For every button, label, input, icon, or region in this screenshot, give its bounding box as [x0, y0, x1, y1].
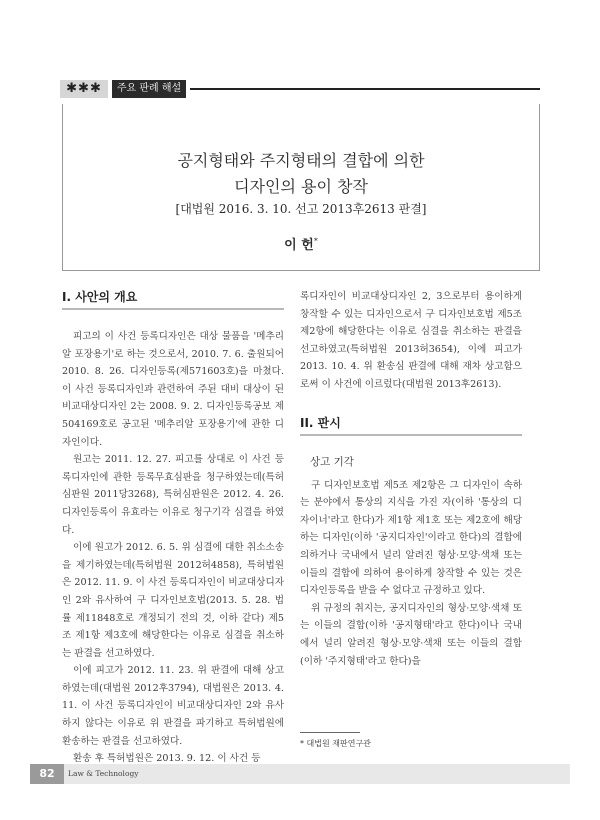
- left-column: [62, 288, 284, 768]
- case-citation: [대법원 2016. 3. 10. 선고 2013후2613 판결]: [175, 202, 427, 216]
- category-label: 주요 판례 해설: [112, 80, 186, 98]
- footnote: * 대법원 재판연구관: [300, 739, 371, 748]
- author-name: 이 헌: [284, 238, 314, 253]
- right-column: [300, 288, 522, 670]
- sub-heading-appeal-dismissed: 상고 기각: [310, 455, 354, 468]
- paragraph: 환송 후 특허법원은 2013. 9. 12. 이 사건 등: [73, 753, 261, 765]
- section-heading-overview: I. 사안의 개요: [62, 288, 284, 310]
- paragraph: 이에 원고가 2012. 6. 5. 위 심결에 대한 취소소송을 제기하였는데(특허법원 2012허4858), 특허법원은 2012. 11. 9. 이 사건 등록디자인이 비교대상디자인 2와 유사하여 구 디자인보호법(2013. 5. 28. 법률 제11848호로 개정되기 전의 것, 이하 같다) 제5조 제1항 제3호에 해당한다는 이유로 심결을 취소하는 판결을 선고하였다.: [62, 542, 284, 659]
- author: [63, 234, 539, 253]
- footnote-divider: [300, 732, 360, 733]
- paragraph: 이에 피고가 2012. 11. 23. 위 판결에 대해 상고하였는데(대법원 2012후3794), 대법원은 2013. 4. 11. 이 사건 등록디자인이 비교대상디자인 2와 유사하지 않다는 이유로 위 판결을 파기하고 특허법원에 환송하는 판결을 선고하였다.: [62, 665, 284, 747]
- paragraph: 피고의 이 사건 등록디자인은 대상 물품을 '메추리알 포장용기'로 하는 것으로서, 2010. 7. 6. 출원되어 2010. 8. 26. 디자인등록(제571603호)을 마쳤다. 이 사건 등록디자인과 관련하여 주된 대비 대상이 된 비교대상디자인 2는 2008. 9. 2. 디자인등록공보 제504169호로 공고된 '메추리알 포장용기'에 관한 디자인이다.: [62, 331, 284, 448]
- page-number: 82: [30, 764, 64, 784]
- article-title-line-1: 공지형태와 주지형태의 결합에 의한: [177, 151, 425, 170]
- page-footer: [30, 764, 570, 784]
- article-title-line-2: 디자인의 용이 창작: [234, 177, 368, 196]
- author-footnote-mark: *: [313, 236, 318, 246]
- header-divider: [190, 88, 540, 90]
- section-header-bar: [60, 80, 540, 98]
- paragraph: 위 규정의 취지는, 공지디자인의 형상·모양·색채 또는 이들의 결합(이하 '공지형태'라고 한다)이나 국내에서 널리 알려진 형상·모양·색채 또는 이들의 결합(이하 '주지형태'라고 한다)을: [300, 602, 522, 667]
- paragraph: 구 디자인보호법 제5조 제2항은 그 디자인이 속하는 분야에서 통상의 지식을 가진 자(이하 '통상의 디자이너'라고 한다)가 제1항 제1호 또는 제2호에 해당하는 디자인(이하 '공지디자인'이라고 한다)의 결합에 의하거나 국내에서 널리 알려진 형상·모양·색채 또는 이들의 결합에 의하여 용이하게 창작할 수 있는 것은 디자인등록을 받을 수 없다고 규정하고 있다.: [300, 479, 522, 597]
- journal-name: Law & Technology: [68, 769, 139, 778]
- title-box: [62, 104, 540, 271]
- spacer: [300, 394, 522, 414]
- star-icons: ✱✱✱: [60, 80, 108, 98]
- section-heading-holding: II. 판시: [300, 414, 522, 436]
- paragraph: 원고는 2011. 12. 27. 피고를 상대로 이 사건 등록디자인에 관한 등록무효심판을 청구하였는데(특허심판원 2011당3268), 특허심판원은 2012. 4. 26. 디자인등록이 유효라는 이유로 청구기각 심결을 하였다.: [62, 454, 284, 536]
- paragraph: 록디자인이 비교대상디자인 2, 3으로부터 용이하게 창작할 수 있는 디자인으로서 구 디자인보호법 제5조 제2항에 해당한다는 이유로 심결을 취소하는 판결을 선고하였고(특허법원 2013허3654), 이에 피고가 2013. 10. 4. 위 환송심 판결에 대해 재차 상고함으로써 이 사건에 이르렀다(대법원 2013후2613).: [300, 291, 522, 390]
